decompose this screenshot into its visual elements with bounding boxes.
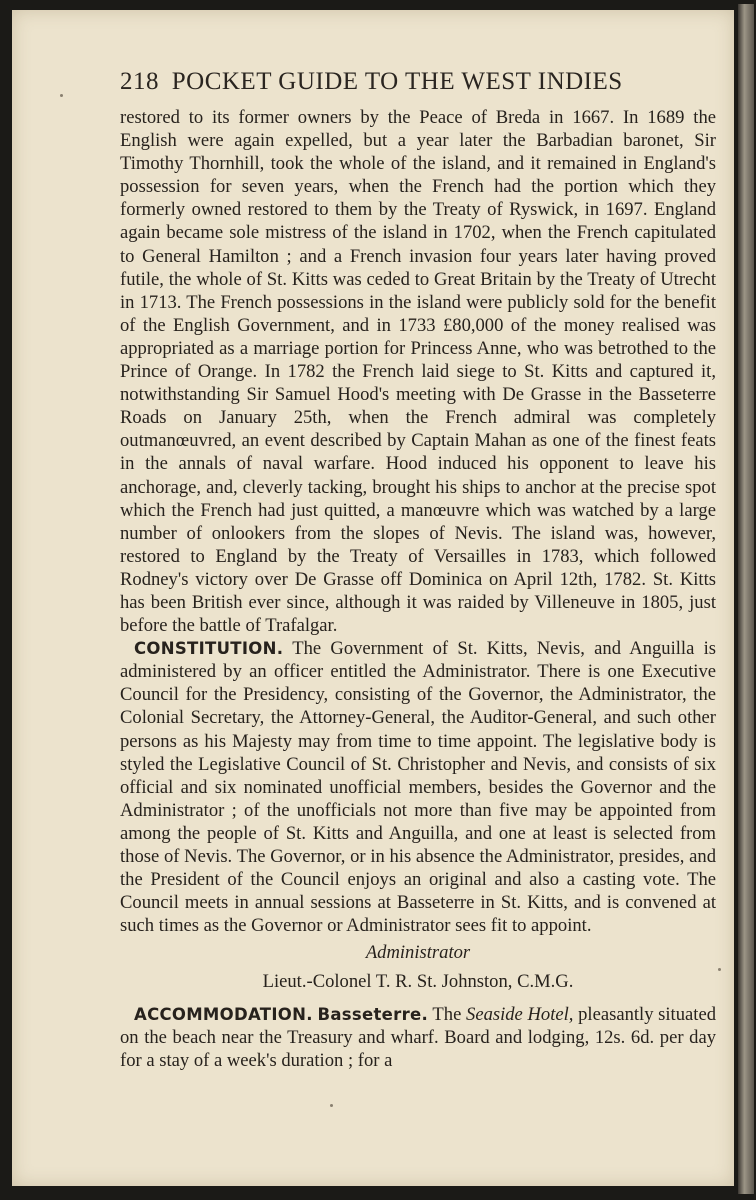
accommodation-paragraph — [120, 1003, 716, 1072]
page-number: 218 — [120, 68, 159, 95]
accommodation-text-post: pleasantly situated on the beach near the Treasury and wharf. Board and lodging, 12s. 6d. per day for a stay of a week's duration ; for a — [120, 1003, 716, 1071]
administrator-label: Administrator — [365, 942, 471, 964]
administrator-name: Lieut.-Colonel T. R. St. Johnston, C.M.G. — [262, 971, 574, 993]
page-edge — [738, 4, 754, 1194]
paper-speck — [330, 1104, 333, 1107]
paper-speck — [60, 94, 63, 97]
constitution-text: The Government of St. Kitts, Nevis, and Anguilla is administered by an officer entitled the Administrator. There is one Executive Council for the Presidency, consisting of the Governor, the Administrator, the Colonial Secretary, the Attorney-General, the Auditor-General, and such other persons as his Majesty may from time to time appoint. The legislative body is styled the Legislative Council of St. Christopher and Nevis, and consists of six official and six nominated unofficial members, besides the Governor and the Administrator ; of the unofficials not more than five may be appointed from among the people of St. Kitts and Anguilla, and one at least is selected from those of Nevis. The Governor, or in his absence the Administrator, presides, and the President of the Council enjoys an original and also a casting vote. The Council meets in annual sessions at Basseterre in St. Kitts, and is convened at such times as the Governor or Administrator sees fit to appoint. — [120, 638, 717, 937]
paper-speck — [718, 968, 721, 971]
accommodation-subheading: Basseterre. — [317, 1004, 429, 1024]
constitution-heading: CONSTITUTION. — [134, 639, 284, 659]
constitution-paragraph — [120, 637, 716, 937]
accommodation-heading: ACCOMMODATION. — [134, 1004, 313, 1024]
history-paragraph: restored to its former owners by the Peace of Breda in 1667. In 1689 the English were again expelled, but a year later the Barbadian baronet, Sir Timothy Thornhill, took the whole of the island, and it remained in England's possession for seven years, when the French had the portion which they formerly owned restored to them by the Treaty of Ryswick, in 1697. England again became sole mistress of the island in 1702, when the French capitulated to General Hamilton ; and a French invasion four years later having proved futile, the whole of St. Kitts was ceded to Great Britain by the Treaty of Utrecht in 1713. The French possessions in the island were publicly sold for the benefit of the English Government, and in 1733 £80,000 of the money realised was appropriated as a marriage portion for Princess Anne, who was betrothed to the Prince of Orange. In 1782 the French laid siege to St. Kitts and captured it, notwithstanding Sir Samuel Hood's meeting with De Grasse in the Basseterre Roads on January 25th, when the French admiral was completely outmanœuvred, an event described by Captain Mahan as one of the finest feats in the annals of naval warfare. Hood induced his opponent to leave his anchorage, and, cleverly tacking, brought his ships to anchor at the precise spot which the French had just quitted, a manœuvre which was watched by a large number of onlookers from the slopes of Nevis. The island was, however, restored to England by the Treaty of Versailles in 1783, which followed Rodney's victory over De Grasse off Dominica on April 12th, 1782. St. Kitts has been British ever since, although it was raided by Villeneuve in 1805, just before the battle of Trafalgar. — [120, 107, 716, 637]
hotel-name: Seaside Hotel, — [466, 1003, 574, 1025]
running-header — [120, 68, 720, 96]
page-body — [120, 106, 716, 1072]
accommodation-text-pre: The — [432, 1003, 462, 1025]
running-title: POCKET GUIDE TO THE WEST INDIES — [171, 68, 623, 95]
